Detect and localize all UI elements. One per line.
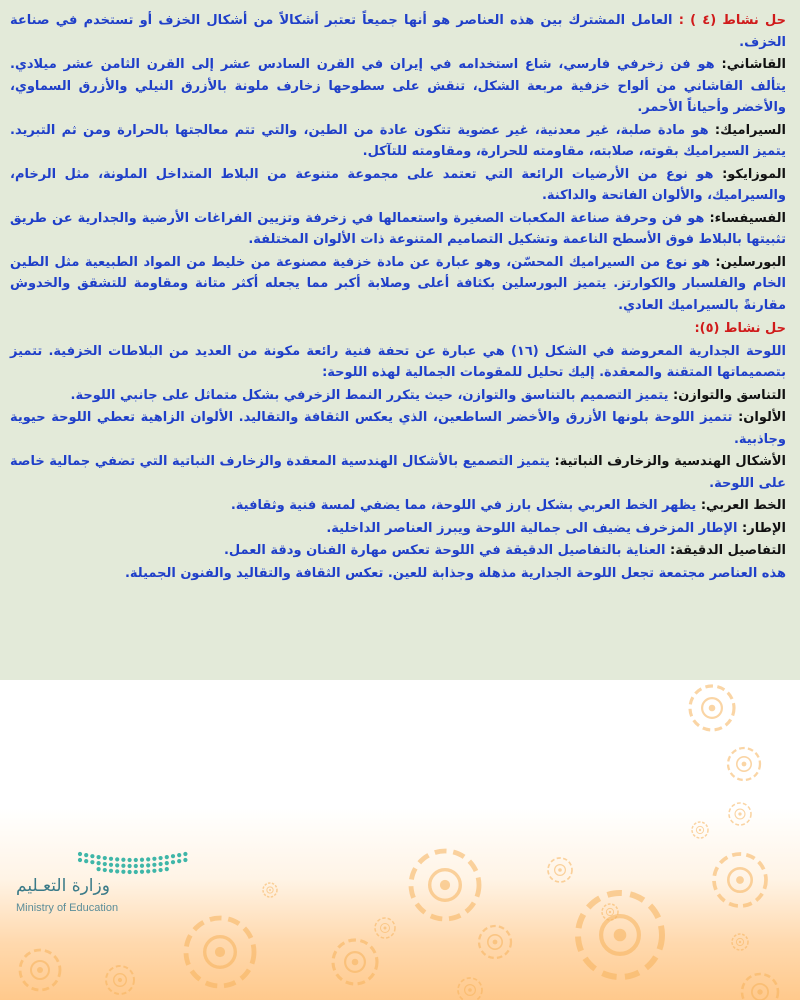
activity5-intro: اللوحة الجدارية المعروضة في الشكل (١٦) هي عبارة عن تحفة فنية رائعة مكونة من العديد من البلاطات الخزفية. تتميز بتصميماتها المتقنة والمعقدة. إليك تحليل للمقومات الجمالية لهذه اللوحة: xyxy=(10,343,786,380)
logo-dot xyxy=(97,861,101,865)
aesthetic-frame xyxy=(10,518,786,540)
term-label: التفاصيل الدقيقة: xyxy=(670,543,786,558)
definition-mosaic xyxy=(10,208,786,251)
definition-ceramic xyxy=(10,120,786,163)
logo-dot xyxy=(177,853,181,857)
flower-ornament xyxy=(333,940,377,984)
logo-dot xyxy=(103,868,107,872)
flower-ornament xyxy=(375,918,395,938)
logo-dot xyxy=(115,869,119,873)
flower-ornament xyxy=(690,686,734,730)
logo-dot xyxy=(97,855,101,859)
term-text: هو نوع من الأرضيات الرائعة التي تعتمد على مجموعة متنوعة من البلاط المتداخل الملونة، مثل الرخام، والسيراميك، والألوان الفاتحة والداكنة. xyxy=(10,166,786,203)
logo-dot xyxy=(183,858,187,862)
logo-dot xyxy=(128,870,132,874)
flower-ornament xyxy=(729,803,751,825)
logo-dot xyxy=(152,869,156,873)
flower-ornament xyxy=(263,883,277,897)
logo-dot xyxy=(109,869,113,873)
flower-ornament xyxy=(186,918,254,986)
logo-arabic-text: وزارة التعـليم xyxy=(16,876,110,896)
flower-ornament xyxy=(578,893,662,977)
logo-dot xyxy=(128,858,132,862)
logo-dot xyxy=(115,857,119,861)
activity4-intro-paragraph xyxy=(10,10,786,53)
term-label: البورسلين: xyxy=(715,254,786,270)
term-text: هو مادة صلبة، غير معدنية، غير عضوية تتكون عادة من الطين، والتي تتم معالجتها بالحرارة ومن ثم التبريد. يتميز السيراميك بقوته، صلابته، مقاومته للحرارة، ومقاومته للتآكل. xyxy=(10,122,786,159)
logo-dot xyxy=(121,864,125,868)
logo-dot xyxy=(109,857,113,861)
logo-dot xyxy=(121,870,125,874)
logo-dot xyxy=(84,853,88,857)
logo-dot xyxy=(165,855,169,859)
term-text: يتميز التصميع بالأشكال الهندسية المعقدة والزخارف النباتية التي تضفي جمالية خاصة على اللوحة. xyxy=(10,454,786,491)
logo-dot xyxy=(146,863,150,867)
logo-dot xyxy=(159,868,163,872)
flower-ornament xyxy=(742,974,778,1000)
term-label: القاشاني: xyxy=(721,57,786,72)
flower-ornament xyxy=(479,926,511,958)
term-text: العناية بالتفاصيل الدقيقة في اللوحة تعكس مهارة الفنان ودقة العمل. xyxy=(223,543,671,558)
term-text: تتميز اللوحة بلونها الأزرق والأخضر الساطعين، الذي يعكس الثقافة والتقاليد. الألوان الزاهية تعطي اللوحة حيوية وجاذبية. xyxy=(10,410,786,447)
logo-dot xyxy=(121,858,125,862)
aesthetic-shapes xyxy=(10,451,786,494)
logo-dot xyxy=(103,862,107,866)
flower-ornament xyxy=(458,978,482,1000)
term-text: يتميز التصميم بالتناسق والتوازن، حيث يتكرر النمط الزخرفي بشكل متماثل على جانبي اللوحة. xyxy=(70,387,674,403)
logo-dot xyxy=(183,852,187,856)
decorative-footer xyxy=(0,680,800,1000)
logo-dot xyxy=(146,869,150,873)
activity5-heading-line xyxy=(10,318,786,340)
logo-english-text: Ministry of Education xyxy=(16,902,119,914)
term-label: الإطار: xyxy=(742,520,786,536)
term-text: هو فن زخرفي فارسي، شاع استخدامه في إيران في القرن السادس عشر إلى القرن الثامن عشر ميلادي. يتألف القاشاني من ألواح خزفية مربعة الشكل، تنقش على سطوحها زخارف ملونة بالأزرق النيلي والأزرق السماوي، والأخضر وأحياناً الأحمر. xyxy=(10,57,786,115)
term-label: الأشكال الهندسية والزخارف النباتية: xyxy=(554,454,786,469)
logo-dot xyxy=(109,863,113,867)
activity5-heading: حل نشاط (٥): xyxy=(694,321,786,336)
aesthetic-symmetry xyxy=(10,385,786,407)
logo-dot xyxy=(134,858,138,862)
definition-qashani xyxy=(10,54,786,119)
logo-dot xyxy=(103,856,107,860)
flower-ornament xyxy=(106,966,134,994)
term-text: هو نوع من السيراميك المحسّن، وهو عبارة عن مادة خزفية مصنوعة من خليط من المواد الطبيعية مثل الطين الخام والفلسبار والكوارتز. يتميز البورسلين بكثافة أعلى وصلابة أكبر مما يجعله أكثر متانة ومقاومة للتشقق والخدوش مقارنةً بالسيراميك العادي. xyxy=(10,254,786,313)
term-label: التناسق والتوازن: xyxy=(673,387,786,403)
term-label: السيراميك: xyxy=(714,122,786,138)
term-label: الألوان: xyxy=(738,410,786,425)
logo-dot xyxy=(97,867,101,871)
flower-ornament xyxy=(732,934,748,950)
logo-dot xyxy=(128,864,132,868)
term-text: الإطار المزخرف يضيف الى جمالية اللوحة ويبرز العناصر الداخلية. xyxy=(326,520,743,536)
logo-dot xyxy=(84,859,88,863)
term-label: الموزايكو: xyxy=(722,166,786,182)
logo-dot xyxy=(165,867,169,871)
logo-dot xyxy=(171,854,175,858)
flower-ornament xyxy=(692,822,708,838)
term-label: الفسيفساء: xyxy=(709,210,786,226)
flower-ornament xyxy=(548,858,572,882)
flower-ornament xyxy=(728,748,760,780)
logo-dot xyxy=(152,863,156,867)
logo-dot xyxy=(140,858,144,862)
logo-dot xyxy=(90,854,94,858)
flower-ornament xyxy=(714,854,766,906)
activity4-intro: العامل المشترك بين هذه العناصر هو أنها جميعاً تعتبر أشكالاً من أشكال الخزف أو تستخدم في صناعة الخزف. xyxy=(10,13,786,50)
flower-pattern xyxy=(0,680,800,1000)
logo-dot xyxy=(159,862,163,866)
definition-porcelain xyxy=(10,252,786,317)
logo-dot xyxy=(115,863,119,867)
logo-dot xyxy=(78,852,82,856)
logo-dot xyxy=(159,856,163,860)
logo-dot xyxy=(140,864,144,868)
logo-dot xyxy=(177,859,181,863)
logo-dot xyxy=(152,857,156,861)
logo-dot xyxy=(90,860,94,864)
definition-mosaico xyxy=(10,164,786,207)
logo-dot xyxy=(140,870,144,874)
logo-dot xyxy=(134,870,138,874)
flower-ornament xyxy=(20,950,60,990)
aesthetic-colors xyxy=(10,407,786,450)
logo-dot xyxy=(146,857,150,861)
term-text: يظهر الخط العربي بشكل بارز في اللوحة، مما يضفي لمسة فنية وثقافية. xyxy=(230,498,701,513)
aesthetic-details xyxy=(10,540,786,562)
logo-dot xyxy=(165,861,169,865)
term-text: هو فن وحرفة صناعة المكعبات الصغيرة واستعمالها في زخرفة وتزيين الفراغات الأرضية والجدارية عن طريق تثبيتها بالبلاط فوق الأسطح الناعمة وتشكيل التصاميم المتنوعة ذات الألوان المختلفة. xyxy=(10,210,786,247)
activity5-closing: هذه العناصر مجتمعة تجعل اللوحة الجدارية مذهلة وجذابة للعين. تعكس الثقافة والتقاليد والفنون الجميلة. xyxy=(124,565,786,581)
term-label: الخط العربي: xyxy=(700,498,786,513)
logo-dot xyxy=(134,864,138,868)
aesthetic-calligraphy xyxy=(10,495,786,517)
logo-dot xyxy=(78,858,82,862)
flower-ornament xyxy=(411,851,479,919)
logo-dot xyxy=(171,860,175,864)
activity4-heading: حل نشاط (٤ ) : xyxy=(678,13,786,28)
